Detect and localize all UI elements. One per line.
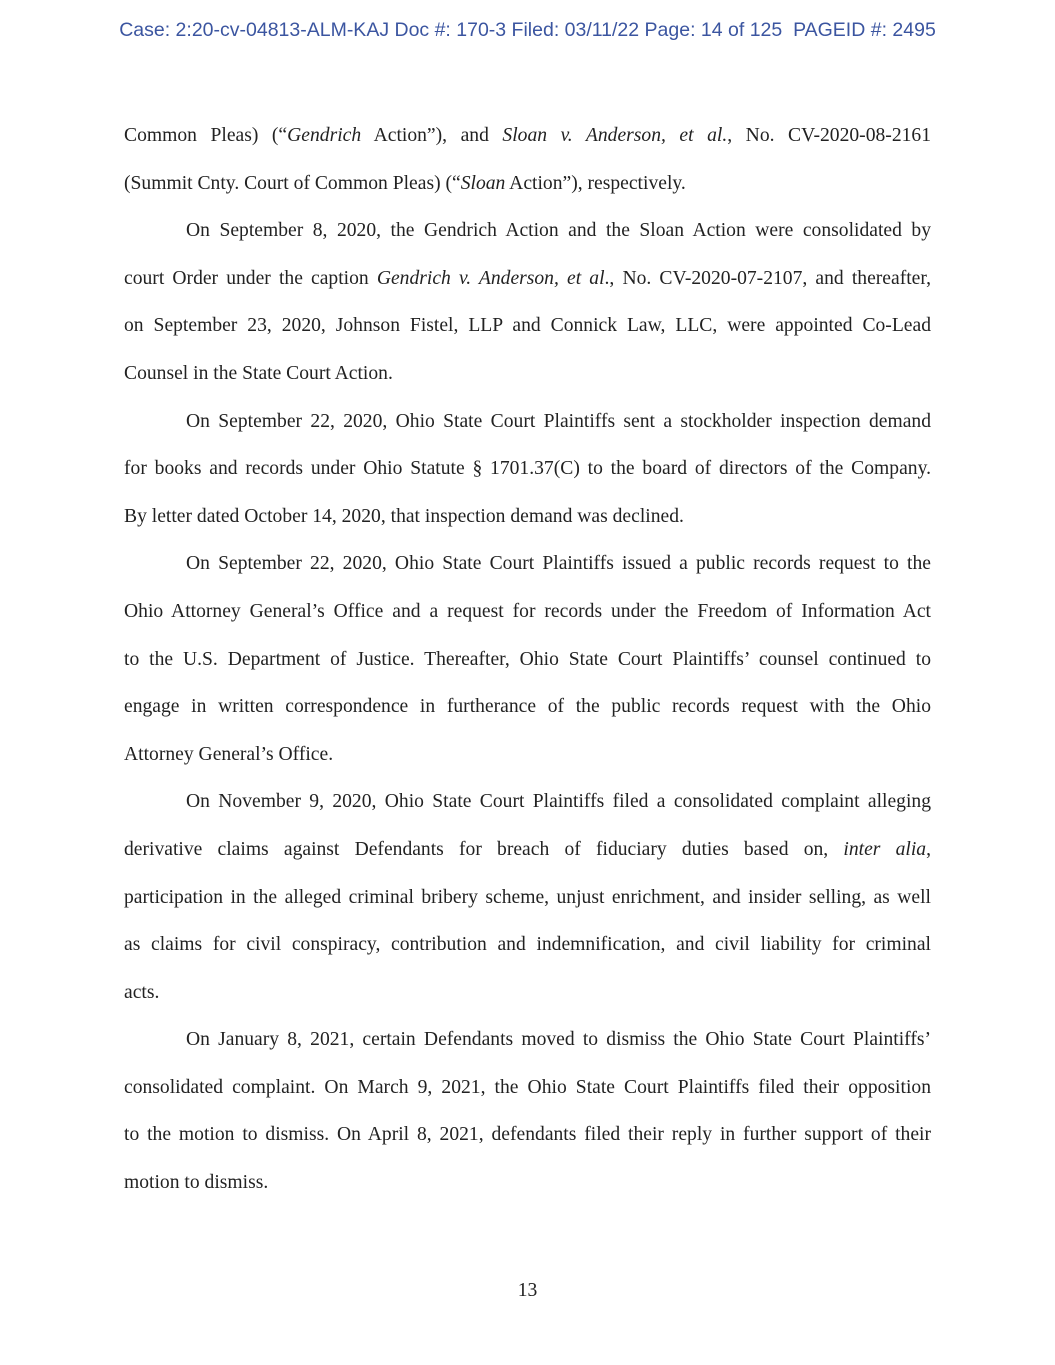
text-line: [124, 122, 931, 170]
text-line: [124, 979, 931, 1027]
text-line: [124, 1121, 931, 1169]
italic-text: Sloan v. Anderson, et al.: [502, 125, 728, 146]
text-span: on September 23, 2020, Johnson Fistel, LLP and Connick Law, LLC, were appointed Co-Lead: [124, 315, 931, 337]
text-span: consolidated complaint. On March 9, 2021, the Ohio State Court Plaintiffs filed their opposition: [124, 1076, 931, 1098]
text-span: (Summit Cnty. Court of Common Pleas) (“: [124, 172, 461, 194]
text-line: [124, 217, 931, 265]
text-line: [124, 598, 931, 646]
text-line: [124, 312, 931, 360]
text-span: Action”), respectively.: [505, 172, 686, 194]
text-span: participation in the alleged criminal bribery scheme, unjust enrichment, and insider selling, as well: [124, 886, 931, 908]
text-line: [124, 455, 931, 503]
text-span: , No. CV-2020-08-2161: [727, 125, 932, 146]
text-span: ,: [926, 838, 931, 860]
text-span: On September 22, 2020, Ohio State Court Plaintiffs issued a public records request to the: [186, 553, 931, 575]
document-body: [124, 122, 931, 1217]
text-span: for books and records under Ohio Statute § 1701.37(C) to the board of directors of the Company.: [124, 458, 931, 480]
text-span: Attorney General’s Office.: [124, 743, 334, 765]
text-span: On November 9, 2020, Ohio State Court Plaintiffs filed a consolidated complaint alleging: [186, 791, 931, 813]
case-header: Case: 2:20-cv-04813-ALM-KAJ Doc #: 170-3 Filed: 03/11/22 Page: 14 of 125 PAGEID #: 2495: [119, 19, 936, 41]
text-span: to the U.S. Department of Justice. Thereafter, Ohio State Court Plaintiffs’ counsel continued to: [124, 648, 931, 670]
text-line: [124, 170, 931, 218]
text-span: Action”), and: [361, 125, 503, 146]
text-line: [124, 836, 931, 884]
text-line: [124, 646, 931, 694]
text-line: [124, 550, 931, 598]
text-line: [124, 503, 931, 551]
text-line: [124, 265, 931, 313]
text-span: Counsel in the State Court Action.: [124, 362, 393, 384]
text-span: On September 22, 2020, Ohio State Court Plaintiffs sent a stockholder inspection demand: [186, 410, 931, 432]
italic-text: Gendrich v. Anderson, et al: [376, 267, 605, 289]
page-number: 13: [517, 1280, 538, 1301]
text-span: motion to dismiss.: [124, 1172, 269, 1194]
text-line: [124, 884, 931, 932]
text-line: [124, 1074, 931, 1122]
text-line: [124, 1169, 931, 1217]
italic-text: Gendrich: [287, 125, 362, 146]
text-span: acts.: [124, 981, 160, 1003]
text-line: [124, 408, 931, 456]
text-span: to the motion to dismiss. On April 8, 2021, defendants filed their reply in further support of their: [124, 1124, 931, 1146]
text-span: By letter dated October 14, 2020, that inspection demand was declined.: [124, 505, 684, 527]
text-line: [124, 741, 931, 789]
italic-text: inter alia: [843, 838, 927, 860]
text-line: [124, 360, 931, 408]
text-span: engage in written correspondence in furtherance of the public records request with the Ohio: [124, 696, 931, 718]
text-line: [124, 693, 931, 741]
text-span: On January 8, 2021, certain Defendants moved to dismiss the Ohio State Court Plaintiffs’: [186, 1029, 931, 1051]
text-span: On September 8, 2020, the Gendrich Action and the Sloan Action were consolidated by: [186, 220, 931, 242]
italic-text: Sloan: [460, 172, 506, 194]
text-span: ., No. CV-2020-07-2107, and thereafter,: [604, 267, 932, 289]
text-span: Ohio Attorney General’s Office and a request for records under the Freedom of Information Act: [124, 600, 931, 622]
text-span: as claims for civil conspiracy, contribution and indemnification, and civil liability for criminal: [124, 934, 931, 956]
text-span: court Order under the caption: [124, 267, 377, 289]
text-span: Common Pleas) (“: [124, 125, 288, 146]
text-line: [124, 1026, 931, 1074]
text-line: [124, 931, 931, 979]
text-line: [124, 788, 931, 836]
text-span: derivative claims against Defendants for breach of fiduciary duties based on,: [124, 838, 844, 860]
